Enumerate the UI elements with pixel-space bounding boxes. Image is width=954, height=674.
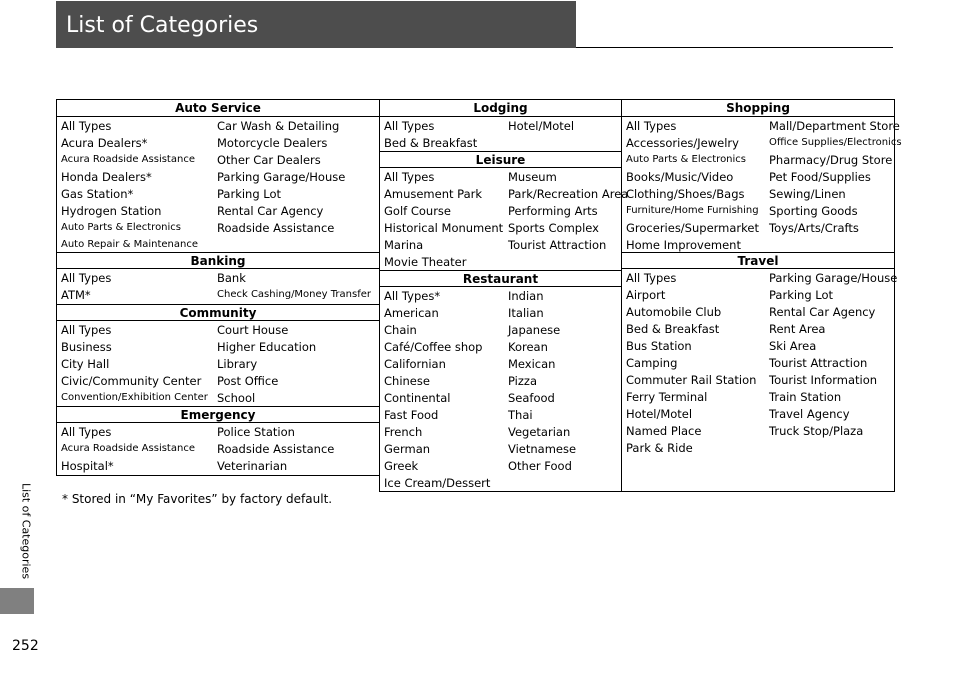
- category-item: Train Station: [769, 390, 842, 404]
- category-item: Park & Ride: [626, 441, 693, 455]
- category-item: All Types: [61, 425, 112, 439]
- category-item: Convention/Exhibition Center: [61, 392, 208, 403]
- category-item: Acura Roadside Assistance: [61, 443, 195, 454]
- category-item: Bed & Breakfast: [626, 322, 720, 336]
- category-item: Movie Theater: [384, 255, 467, 269]
- category-item: Books/Music/Video: [626, 170, 734, 184]
- category-item: Tourist Information: [769, 373, 878, 387]
- category-item: Truck Stop/Plaza: [769, 424, 864, 438]
- category-item: Café/Coffee shop: [384, 340, 483, 354]
- category-item: Vietnamese: [508, 442, 577, 456]
- category-item: Parking Garage/House: [769, 271, 898, 285]
- category-item: Travel Agency: [769, 407, 850, 421]
- category-item: Clothing/Shoes/Bags: [626, 187, 745, 201]
- category-item: Acura Roadside Assistance: [61, 154, 195, 165]
- category-item: Ski Area: [769, 339, 817, 353]
- category-item: Amusement Park: [384, 187, 483, 201]
- category-item: Parking Garage/House: [217, 170, 346, 184]
- category-item: Other Car Dealers: [217, 153, 321, 167]
- side-section-label: [13, 478, 39, 584]
- category-item: Indian: [508, 289, 544, 303]
- category-item: Higher Education: [217, 340, 317, 354]
- category-item: Japanese: [508, 323, 561, 337]
- category-item: Parking Lot: [769, 288, 834, 302]
- footnote: * Stored in “My Favorites” by factory default.: [62, 492, 333, 506]
- category-item: Bus Station: [626, 339, 692, 353]
- category-item: Chinese: [384, 374, 430, 388]
- category-item: Court House: [217, 323, 289, 337]
- category-item: Vegetarian: [508, 425, 571, 439]
- category-item: Roadside Assistance: [217, 221, 335, 235]
- category-item: Sewing/Linen: [769, 187, 846, 201]
- category-item: Sporting Goods: [769, 204, 858, 218]
- category-item: Tourist Attraction: [508, 238, 607, 252]
- category-item: All Types: [384, 170, 435, 184]
- category-item: Performing Arts: [508, 204, 598, 218]
- category-item: Seafood: [508, 391, 555, 405]
- section-header: Shopping: [622, 100, 894, 117]
- category-item: Commuter Rail Station: [626, 373, 757, 387]
- page-number: 252: [12, 638, 39, 654]
- section-header: Emergency: [57, 406, 379, 423]
- category-item: Museum: [508, 170, 557, 184]
- category-item: Hotel/Motel: [508, 119, 575, 133]
- category-item: All Types: [61, 119, 112, 133]
- category-item: Auto Repair & Maintenance: [61, 239, 198, 250]
- category-item: Historical Monument: [384, 221, 504, 235]
- category-item: Sports Complex: [508, 221, 599, 235]
- category-item: Bank: [217, 271, 246, 285]
- category-item: Ice Cream/Dessert: [384, 476, 491, 490]
- section-header: Auto Service: [57, 100, 379, 117]
- category-item: Home Improvement: [626, 238, 741, 252]
- category-item: Office Supplies/Electronics: [769, 137, 902, 148]
- category-item: Mexican: [508, 357, 556, 371]
- category-item: Bed & Breakfast: [384, 136, 478, 150]
- category-item: Veterinarian: [217, 459, 288, 473]
- category-item: Golf Course: [384, 204, 451, 218]
- category-item: Camping: [626, 356, 678, 370]
- category-item: Post Office: [217, 374, 279, 388]
- category-item: Library: [217, 357, 258, 371]
- category-item: Tourist Attraction: [769, 356, 868, 370]
- category-item: Roadside Assistance: [217, 442, 335, 456]
- category-item: Mall/Department Store: [769, 119, 900, 133]
- category-item: Park/Recreation Area: [508, 187, 629, 201]
- category-item: Parking Lot: [217, 187, 282, 201]
- category-item: Business: [61, 340, 112, 354]
- category-item: Furniture/Home Furnishing: [626, 205, 759, 216]
- category-item: City Hall: [61, 357, 110, 371]
- category-item: Marina: [384, 238, 424, 252]
- category-item: Rent Area: [769, 322, 826, 336]
- category-item: School: [217, 391, 256, 405]
- column-middle: [379, 99, 629, 492]
- category-item: Pharmacy/Drug Store: [769, 153, 893, 167]
- category-item: All Types: [626, 119, 677, 133]
- category-item: Motorcycle Dealers: [217, 136, 328, 150]
- category-item: Hydrogen Station: [61, 204, 162, 218]
- category-item: Pet Food/Supplies: [769, 170, 871, 184]
- category-item: Honda Dealers*: [61, 170, 152, 184]
- category-item: Greek: [384, 459, 419, 473]
- category-item: Accessories/Jewelry: [626, 136, 739, 150]
- page-title-bar: [56, 1, 576, 48]
- category-item: All Types: [61, 323, 112, 337]
- category-item: Fast Food: [384, 408, 439, 422]
- category-item: Rental Car Agency: [769, 305, 876, 319]
- category-item: Korean: [508, 340, 548, 354]
- category-item: Thai: [508, 408, 533, 422]
- section-header: Restaurant: [380, 270, 621, 287]
- page-title: List of Categories: [66, 13, 259, 38]
- category-item: All Types: [61, 271, 112, 285]
- section-tab-marker: [0, 588, 34, 614]
- category-item: Pizza: [508, 374, 537, 388]
- category-item: Ferry Terminal: [626, 390, 708, 404]
- category-item: Other Food: [508, 459, 572, 473]
- category-item: Named Place: [626, 424, 702, 438]
- category-item: Airport: [626, 288, 666, 302]
- title-rule: [576, 47, 893, 48]
- category-item: All Types: [626, 271, 677, 285]
- category-item: Hospital*: [61, 459, 114, 473]
- category-item: American: [384, 306, 439, 320]
- category-item: Chain: [384, 323, 417, 337]
- column-right: [621, 99, 902, 492]
- category-item: Italian: [508, 306, 544, 320]
- category-item: German: [384, 442, 431, 456]
- category-item: Auto Parts & Electronics: [626, 154, 747, 165]
- category-item: Acura Dealers*: [61, 136, 148, 150]
- category-item: Rental Car Agency: [217, 204, 324, 218]
- section-header: Travel: [622, 252, 894, 269]
- category-item: Auto Parts & Electronics: [61, 222, 182, 233]
- category-item: Gas Station*: [61, 187, 134, 201]
- category-item: Civic/Community Center: [61, 374, 202, 388]
- category-item: Car Wash & Detailing: [217, 119, 340, 133]
- column-left: [56, 99, 380, 476]
- category-item: Groceries/Supermarket: [626, 221, 759, 235]
- section-header: Lodging: [380, 100, 621, 117]
- category-item: All Types: [384, 119, 435, 133]
- category-item: Hotel/Motel: [626, 407, 693, 421]
- category-item: Automobile Club: [626, 305, 722, 319]
- category-item: Toys/Arts/Crafts: [769, 221, 859, 235]
- section-header: Leisure: [380, 151, 621, 168]
- section-header: Banking: [57, 252, 379, 269]
- section-header: Community: [57, 304, 379, 321]
- category-item: All Types*: [384, 289, 441, 303]
- category-item: Check Cashing/Money Transfer: [217, 289, 371, 300]
- category-item: ATM*: [61, 288, 91, 302]
- category-item: Continental: [384, 391, 451, 405]
- category-item: Californian: [384, 357, 446, 371]
- category-item: Police Station: [217, 425, 295, 439]
- category-item: French: [384, 425, 423, 439]
- side-section-label-text: List of Categories: [19, 482, 33, 580]
